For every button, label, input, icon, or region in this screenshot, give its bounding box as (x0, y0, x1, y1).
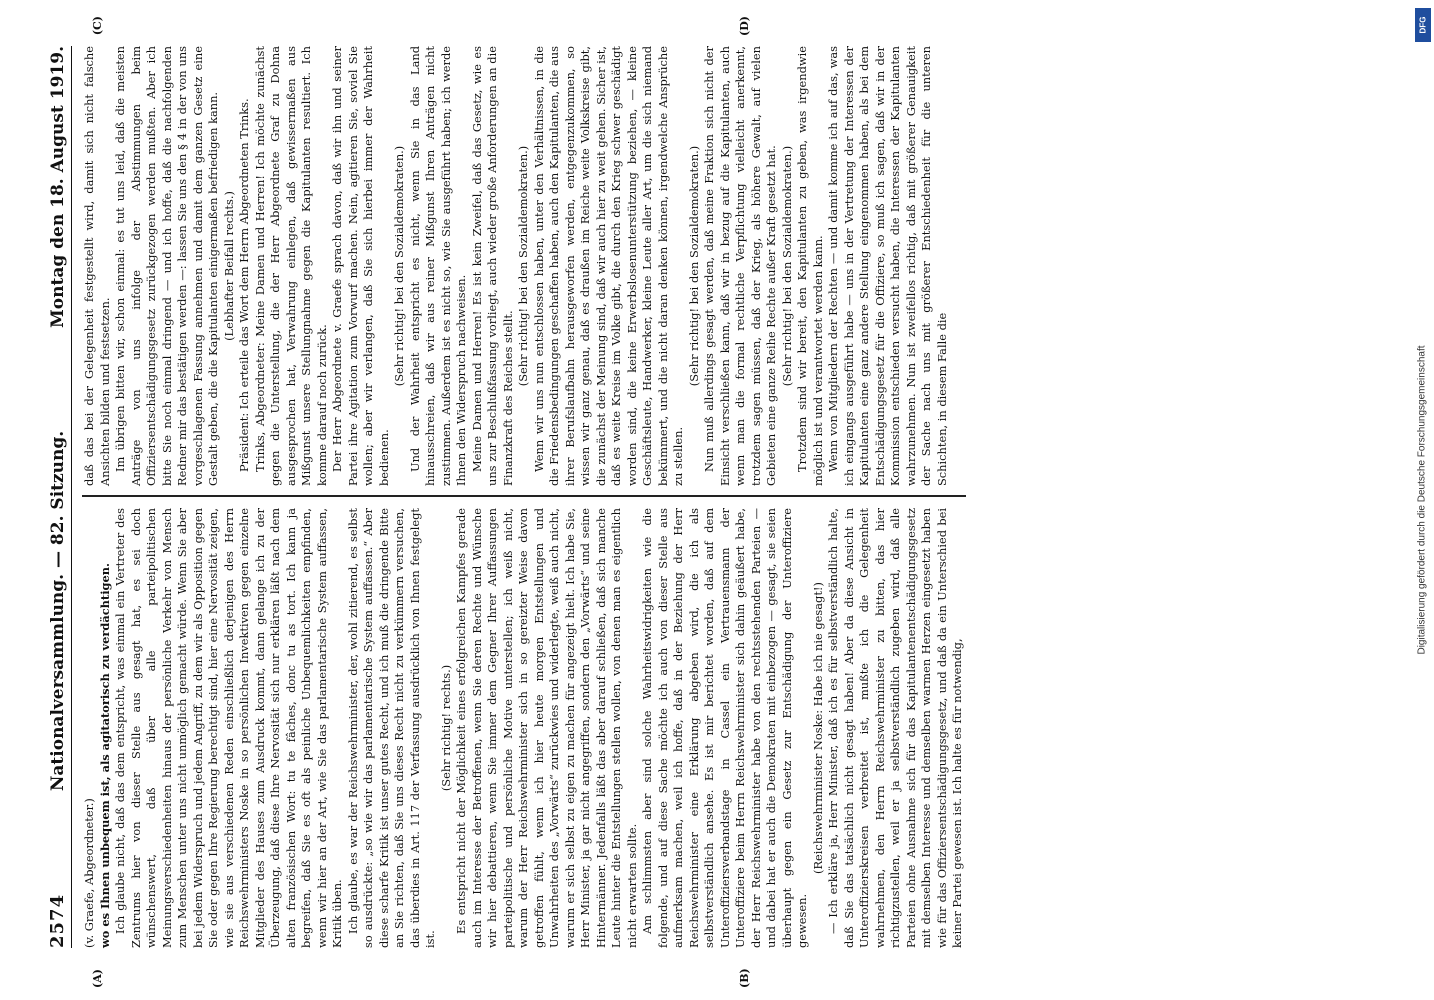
digitization-credit (1412, 10, 1432, 990)
paragraph: Nun muß allerdings gesagt werden, daß meine Fraktion sich nicht der Einsicht verschließen kann, daß wir in bezug auf die Kapitulanten, auch wenn man die formal rechtliche Verpflichtung vielleicht anerkennt, trotzdem sagen müssen, daß der Krieg, als höhere Gewalt, auf vielen Gebieten eine ganze Reihe Rechte außer Kraft gesetzt hat. (702, 46, 778, 486)
session-date: Montag den 18. August 1919. (48, 46, 68, 329)
interjection: (Sehr richtig! bei den Sozialdemokraten.) (516, 145, 530, 387)
paragraph: Der Herr Abgeordnete v. Graefe sprach davon, daß wir ihn und seiner Partei ihre Agitation zum Vorwurf machen. Nein, agitieren Sie, soviel Sie wollen; aber wir verlangen, daß Sie sich hierbei immer der Wahrheit bedienen. (330, 46, 391, 486)
paragraph: Trotzdem sind wir bereit, den Kapitulanten zu geben, was irgendwie möglich ist und verantwortet werden kann. (795, 46, 825, 486)
interjection: (Sehr richtig! rechts.) (438, 664, 453, 792)
paragraph: Im übrigen bitten wir, schon einmal: es tut uns leid, daß die meisten Anträge von uns infolge der Abstimmungen beim Offiziersentschädigungsgesetz zurückgezogen werden mußten. Aber ich bitte Sie noch einmal dringend — und ich hoffe, daß die nachfolgenden Redner mir das bestätigen werden —: lassen Sie uns den § 4 in der von uns vorgeschlagenen Fassung annehmen und damit dem ganzen Gesetz eine Gestalt geben, die die Kapitulanten einigermaßen befriedigen kann. (113, 46, 220, 486)
paragraph: Trinks, Abgeordneter: Meine Damen und Herren! Ich möchte zunächst gegen die Unterstellung, die der Herr Abgeordnete Graf zu Dohna ausgesprochen hat, Verwahrung einlegen, daß gewissermaßen aus Mißgunst unsere Stellungnahme gegen die Kapitulanten resultiert. Ich komme darauf noch zurück. (252, 46, 329, 486)
margin-marker-c: (C) (91, 16, 104, 36)
interjection: (Reichswehrminister Noske: Habe ich nie gesagt!) (810, 582, 825, 874)
paragraph: Und der Wahrheit entspricht es nicht, wenn Sie in das Land hinausschreien, daß wir aus reiner Mißgunst Ihren Anträgen nicht zustimmen. Außerdem ist es nicht so, wie Sie ausgeführt haben; ich werde Ihnen den Widerspruch nachweisen. (407, 46, 468, 486)
paragraph: Präsident: Ich erteile das Wort dem Herrn Abgeordneten Trinks. (237, 98, 251, 472)
interjection: (Lebhafter Beifall rechts.) (221, 191, 236, 341)
interjection: (Sehr richtig! bei den Sozialdemokraten.) (779, 145, 794, 387)
margin-marker-b: (B) (738, 968, 751, 988)
assembly-title: Nationalversammlung. — 82. Sitzung. (48, 430, 68, 792)
paragraph: Meine Damen und Herren! Es ist kein Zweifel, daß das Gesetz, wie es uns zur Beschlußfassung vorliegt, auch wieder große Anforderungen an die Finanzkraft des Reiches stellt. (469, 46, 515, 486)
paragraph: Ich glaube nicht, daß das dem entspricht, was einmal ein Vertreter des Zentrums hier von dieser Stelle aus gesagt hat, es sei doch wünschenswert, daß über alle parteipolitischen Meinungsverschiedenheiten hinaus der persönliche Verkehr von Mensch zum Menschen unter uns nicht unmöglich gemacht würde. Wenn Sie aber bei jedem Widerspruch und jedem Angriff, zu dem wir als Opposition gegen Sie oder gegen Ihre Regierung berechtigt sind, hier eine Nervosität zeigen, wie sie aus verschiedenen Reden einschließlich derjenigen des Herrn Reichswehrministers Noske in so persönlichen Invektiven gegen einzelne Mitglieder des Hauses zum Ausdruck kommt, dann gelange ich zu der Überzeugung, daß diese Ihre Nervosität sich nur erklären läßt nach dem alten französischen Wort: tu te fâches, donc tu as tort. Ich kann ja begreifen, daß Sie es oft als peinliche Unbequemlichkeiten empfinden, wenn wir hier an der Art, wie Sie das parlamentarische System auffassen, Kritik üben. (113, 508, 344, 948)
page-header (40, 46, 72, 948)
paragraph: wo es Ihnen unbequem ist, als agitatorisch zu verdächtigen. (97, 563, 112, 948)
left-column (82, 508, 966, 988)
paragraph: — Ich erkläre ja, Herr Minister, daß ich es für selbstverständlich halte, daß Sie das tatsächlich nicht gesagt haben! Aber da diese Ansicht in Unteroffizierskreisen verbreitet ist, mußte ich die Gelegenheit wahrnehmen, den Herrn Reichswehrminister zu bitten, das hier richtigzustellen, weil er ja selbstverständlich zugeben wird, daß alle Parteien ohne Ausnahme sich für das Kapitulantenentschädigungsgesetz mit demselben Interesse und demselben warmen Herzen eingesetzt haben wie für das Offiziersentschädigungsgesetz, und daß da ein Unterschied bei keiner Partei gewesen ist. Ich halte es für notwendig, (826, 508, 964, 948)
credit-text: Digitalisierung gefördert durch die Deutsche Forschungsgemeinschaft (1416, 345, 1428, 655)
paragraph: Es entspricht nicht der Möglichkeit eines erfolgreichen Kampfes gerade auch im Interesse der Betroffenen, wenn Sie deren Rechte und Wünsche wir hier debattieren, wenn Sie immer dem Gegner Ihrer Auffassungen parteipolitische und persönliche Motive unterstellen; ich weiß nicht, warum der Herr Reichswehrminister sich in so gereizter Weise davon getroffen fühlt, wenn ich hier heute morgen Entstellungen und Unwahrheiten des „Vorwärts“ zurückwies und widerlegte, weiß auch nicht, warum er sich selbst zu eigen zu machen für angezeigt hielt. Ich habe Sie, Herr Minister, ja gar nicht angegriffen, sondern den „Vorwärts“ und seine Hintermänner. Jedenfalls läßt das aber darauf schließen, daß sich manche Leute hinter die Entstellungen stellen wollen, von denen man es eigentlich nicht erwarten sollte. (454, 508, 639, 948)
paragraph: daß das bei der Gelegenheit festgestellt wird, damit sich nicht falsche Ansichten bilden und festsetzen. (82, 46, 112, 486)
margin-marker-a: (A) (91, 969, 104, 988)
paragraph: Wenn von Mitgliedern der Rechten — und damit komme ich auf das, was ich eingangs ausgeführt habe — uns in der Vertretung der Interessen der Kapitulanten eine ganz andere Stellung eingenommen haben, als bei dem Entschädigungsgesetz für die Offiziere, so muß ich sagen, daß wir in der Kommission entschieden versucht haben, die Interessen der Kapitulanten wahrzunehmen. Nun ist zweifellos richtig, daß mit größerer Genauigkeit der Sache nach uns mit größerer Entschiedenheit für die unteren Schichten, in diesem Falle die (826, 46, 949, 486)
dfg-logo (1415, 8, 1431, 42)
interjection: (Sehr richtig! bei den Sozialdemokraten.) (686, 145, 701, 387)
text-columns (82, 16, 966, 988)
margin-marker-d: (D) (738, 16, 751, 36)
paragraph: Ich glaube, es war der Reichswehrminister, der, wohl zitierend, es selbst so ausdrückte: „so wie wir das parlamentarische System auffassen.“ Aber diese scharfe Kritik ist unser gutes Recht, und ich muß die dringende Bitte an Sie richten, daß Sie uns dieses Recht nicht zu verkümmern versuchen, das überdies in Art. 117 der Verfassung ausdrücklich von Ihnen festgelegt ist. (345, 508, 437, 948)
dfg-logo-text: DFG (1418, 16, 1428, 34)
paragraph: Wenn wir uns nun entschlossen haben, unter den Verhältnissen, in die die Friedensbedingungen geschaffen haben, auch den Kapitulanten, die aus ihrer Berufslaufbahn herausgeworfen werden, entgegenzukommen, so wissen wir ganz genau, daß es draußen im Reiche weite Volkskreise gibt, die zunächst der Meinung sind, daß wir auch hier zu weit gehen. Sicher ist, daß es weite Kreise im Volke gibt, die durch den Krieg schwer geschädigt worden sind, die keine Erwerbslosenunterstützung beziehen, — kleine Geschäftsleute, Handwerker, kleine Leute aller Art, um die sich niemand bekümmert, und die nicht daran denken können, irgendwelche Ansprüche zu stellen. (531, 46, 685, 486)
right-column (82, 16, 966, 486)
column-divider (82, 496, 966, 498)
interjection: (Sehr richtig! bei den Sozialdemokraten.) (392, 145, 406, 387)
speaker-continuation: (v. Graefe, Abgeordneter.) (82, 798, 96, 948)
page-number: 2574 (47, 893, 68, 948)
paragraph: Am schlimmsten aber sind solche Wahrheitswidrigkeiten wie die folgende, und auf diese Sache möchte ich auch von dieser Stelle aus aufmerksam machen, weil ich hoffe, daß in der Beziehung der Herr Reichswehrminister eine Erklärung abgeben wird, die ich als selbstverständlich ansehe. Es ist mir berichtet worden, daß auf dem Unteroffiziersverbandstage in Cassel ein Vertrauensmann der Unteroffiziere beim Herrn Reichswehrminister sich dahin geäußert habe, der Herr Reichswehrminister habe von den rechtsstehenden Parteien — und dabei hat er auch die Demokraten mit einbezogen — gesagt, sie seien überhaupt gegen ein Gesetz zur Entschädigung der Unteroffiziere gewesen. (640, 508, 809, 948)
